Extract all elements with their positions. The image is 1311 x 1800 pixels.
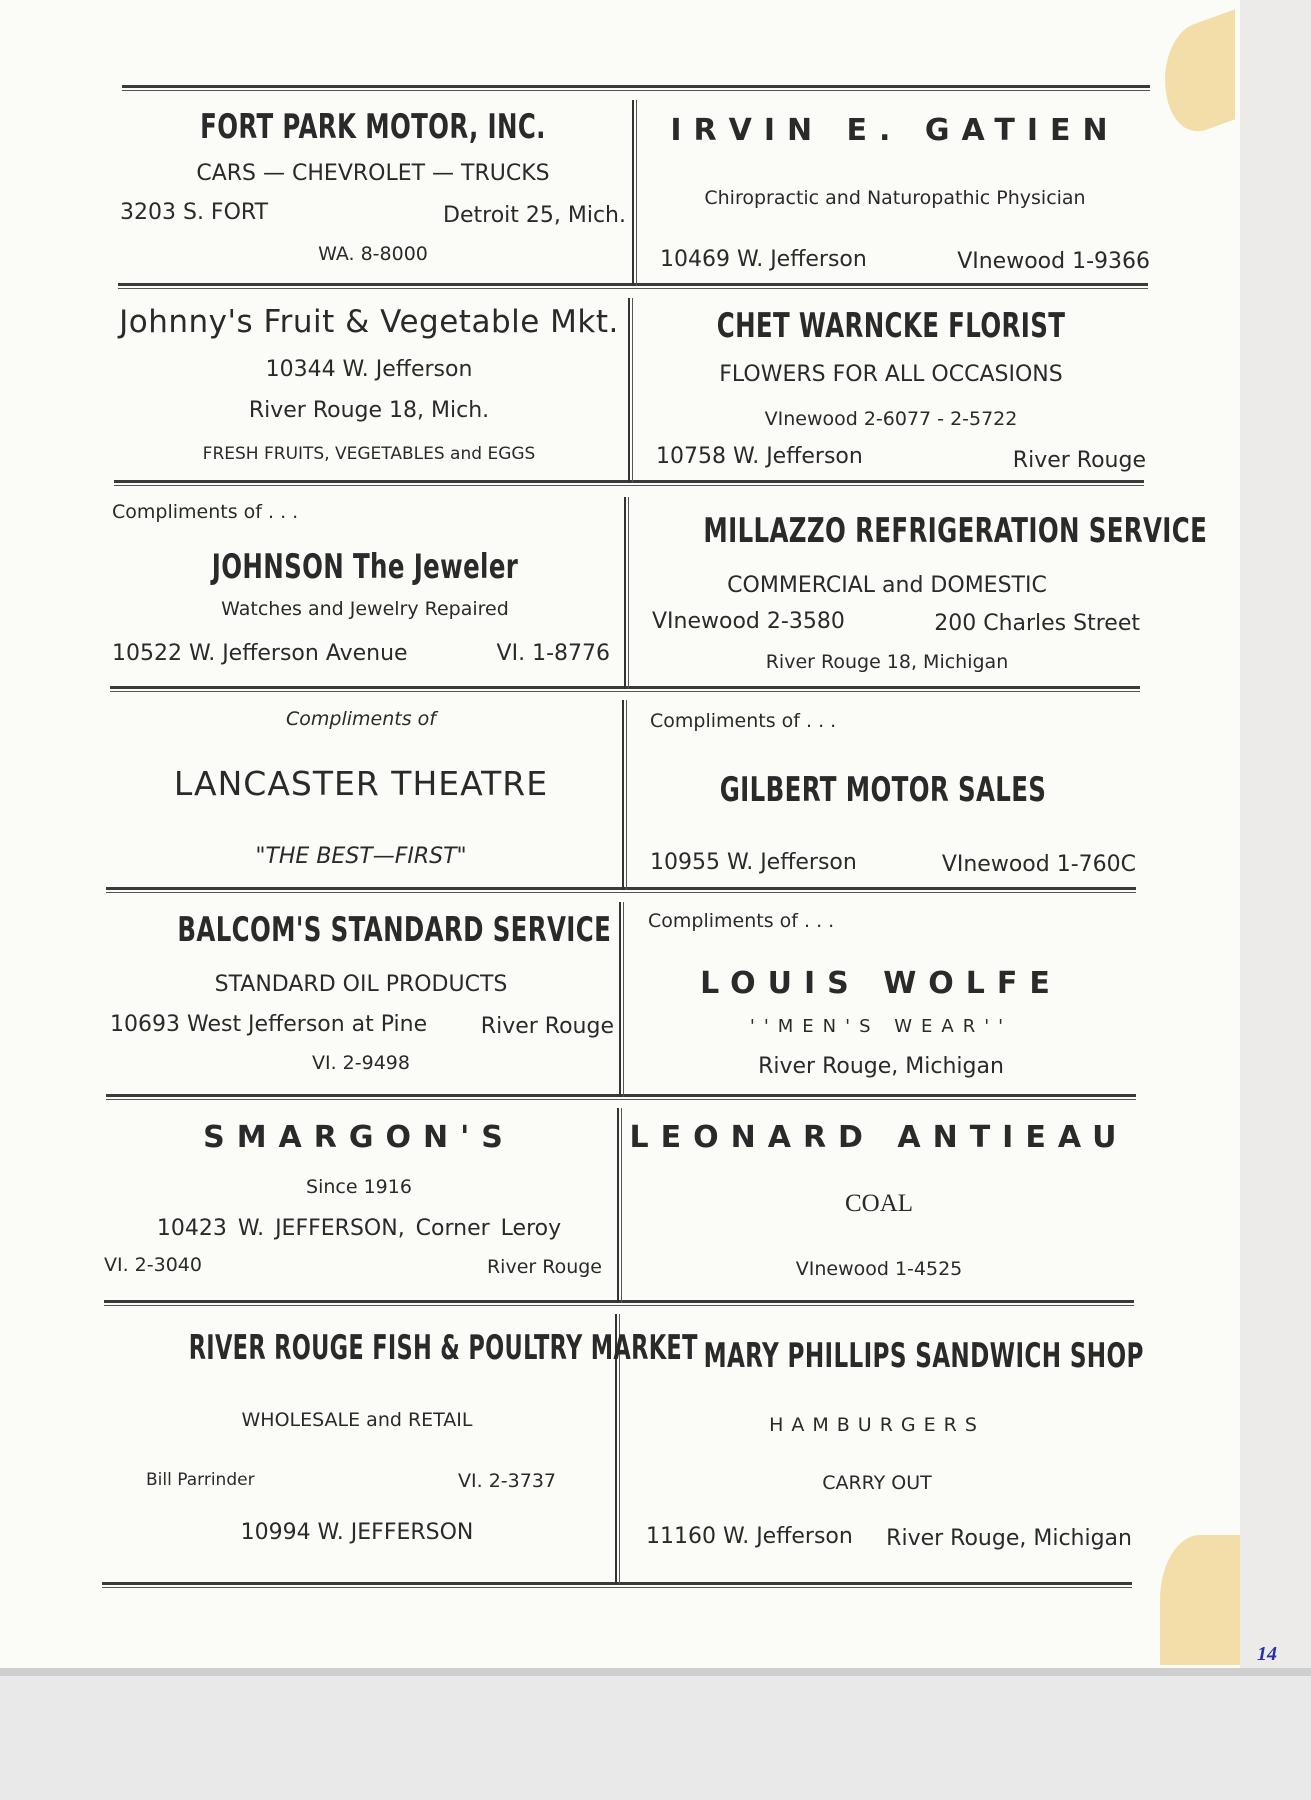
ad-name: LOUIS WOLFE	[700, 966, 1062, 1001]
ad-river-rouge-fish-poultry	[102, 1314, 698, 1579]
ad-tagline: Watches and Jewelry Repaired	[221, 598, 509, 620]
ad-johnnys-fruit	[114, 292, 624, 477]
ad-address: 10955 W. Jefferson	[650, 850, 857, 875]
divider-2	[628, 298, 633, 483]
ad-smargons	[104, 1108, 614, 1298]
ad-city: River Rouge	[486, 1256, 602, 1278]
ad-name: GILBERT MOTOR SALES	[719, 770, 1047, 810]
ad-phone: VInewood 2-6077 - 2-5722	[764, 408, 1018, 430]
ad-phone: VInewood 1-760C	[941, 852, 1136, 877]
ad-tagline: FLOWERS FOR ALL OCCASIONS	[719, 362, 1063, 387]
page-number: 14	[1257, 1643, 1277, 1665]
ad-city: River Rouge, Michigan	[758, 1054, 1004, 1079]
ad-name: CHET WARNCKE FLORIST	[716, 306, 1066, 346]
ad-contact: Bill Parrinder	[146, 1470, 255, 1490]
ad-name: SMARGON'S	[203, 1120, 515, 1155]
ad-fort-park-motor	[118, 95, 628, 280]
ad-name: JOHNSON The Jeweler	[211, 547, 519, 587]
ad-name: MARY PHILLIPS SANDWICH SHOP	[703, 1336, 1144, 1376]
ad-tagline: ''MEN'S WEAR''	[749, 1016, 1013, 1037]
divider-3	[624, 497, 629, 689]
tape-stain-bottom-right	[1160, 1535, 1240, 1665]
ad-mary-phillips-sandwich-shop	[622, 1314, 1144, 1579]
ad-address: 10423 W. JEFFERSON, Corner Leroy	[156, 1216, 562, 1241]
ad-balcoms-standard-service	[106, 900, 616, 1090]
ad-address: 10344 W. Jefferson	[265, 357, 473, 382]
ad-leonard-antieau	[624, 1108, 1134, 1298]
ad-compliments: Compliments of	[286, 708, 436, 730]
ad-name: LANCASTER THEATRE	[173, 764, 549, 803]
ad-address: 10469 W. Jefferson	[660, 247, 867, 272]
ad-name: RIVER ROUGE FISH & POULTRY MARKET	[188, 1328, 698, 1368]
ad-tagline: STANDARD OIL PRODUCTS	[214, 972, 508, 997]
ad-name: BALCOM'S STANDARD SERVICE	[177, 910, 612, 950]
rule-top	[122, 85, 1150, 91]
ad-city: River Rouge, Michigan	[886, 1526, 1132, 1551]
ad-compliments: Compliments of . . .	[112, 501, 299, 523]
ad-compliments: Compliments of . . .	[648, 910, 835, 932]
ad-tagline: CARS — CHEVROLET — TRUCKS	[196, 161, 550, 186]
rule-row-4	[106, 887, 1136, 893]
ad-name: LEONARD ANTIEAU	[629, 1120, 1129, 1155]
ad-city: River Rouge 18, Michigan	[765, 651, 1009, 673]
ad-address: 10693 West Jefferson at Pine	[110, 1012, 428, 1037]
ad-louis-wolfe	[626, 900, 1136, 1090]
ad-name: Johnny's Fruit & Vegetable Mkt.	[119, 304, 619, 340]
ad-phone: WA. 8-8000	[318, 243, 428, 265]
ad-tagline: HAMBURGERS	[769, 1414, 985, 1436]
ad-address: 10994 W. JEFFERSON	[240, 1520, 474, 1545]
ad-phone: VI. 2-3040	[104, 1254, 202, 1276]
ad-compliments: Compliments of . . .	[650, 710, 837, 732]
ad-address: 11160 W. Jefferson	[646, 1524, 853, 1549]
ad-tagline: Since 1916	[306, 1176, 412, 1198]
ad-tagline: COMMERCIAL and DOMESTIC	[727, 573, 1047, 598]
ad-gilbert-motor-sales	[628, 700, 1138, 885]
divider-5	[619, 902, 624, 1097]
ad-address: 10522 W. Jefferson Avenue	[112, 641, 408, 666]
ad-phone: VI. 2-3737	[458, 1470, 556, 1492]
ad-name: MILLAZZO REFRIGERATION SERVICE	[703, 511, 1208, 551]
ad-phone: VI. 1-8776	[496, 641, 610, 666]
ad-tagline: WHOLESALE and RETAIL	[241, 1409, 473, 1431]
sheet-edge	[0, 1668, 1311, 1676]
divider-1	[632, 100, 637, 286]
ad-tagline: FRESH FRUITS, VEGETABLES and EGGS	[202, 444, 536, 464]
ad-city: River Rouge	[480, 1014, 614, 1039]
ad-address: 10758 W. Jefferson	[656, 444, 863, 469]
ad-name: FORT PARK MOTOR, INC.	[200, 107, 546, 147]
ad-city: River Rouge 18, Mich.	[248, 398, 490, 423]
ad-city: River Rouge	[1012, 448, 1146, 473]
ad-address: 3203 S. FORT	[120, 200, 269, 225]
ad-carry-out: CARRY OUT	[822, 1472, 932, 1494]
ad-irvin-gatien	[640, 95, 1150, 280]
ad-chet-warncke-florist	[636, 292, 1146, 477]
ad-tagline: COAL	[844, 1190, 914, 1217]
ad-johnson-jeweler	[110, 495, 620, 685]
ad-lancaster-theatre	[106, 700, 616, 885]
ad-address: 200 Charles Street	[934, 611, 1140, 636]
divider-6	[617, 1108, 622, 1303]
ad-tagline: "THE BEST—FIRST"	[255, 844, 467, 869]
ad-phone: VInewood 1-9366	[957, 249, 1150, 274]
background-paper	[0, 1676, 1311, 1800]
ad-phone: VInewood 2-3580	[652, 609, 845, 634]
ad-city: Detroit 25, Mich.	[443, 203, 626, 228]
ad-phone: VInewood 1-4525	[795, 1258, 963, 1280]
ad-millazzo-refrigeration	[632, 495, 1208, 685]
ad-name: IRVIN E. GATIEN	[670, 113, 1120, 148]
divider-4	[622, 700, 627, 890]
ad-phone: VI. 2-9498	[312, 1052, 410, 1074]
ad-tagline: Chiropractic and Naturopathic Physician	[704, 187, 1086, 209]
